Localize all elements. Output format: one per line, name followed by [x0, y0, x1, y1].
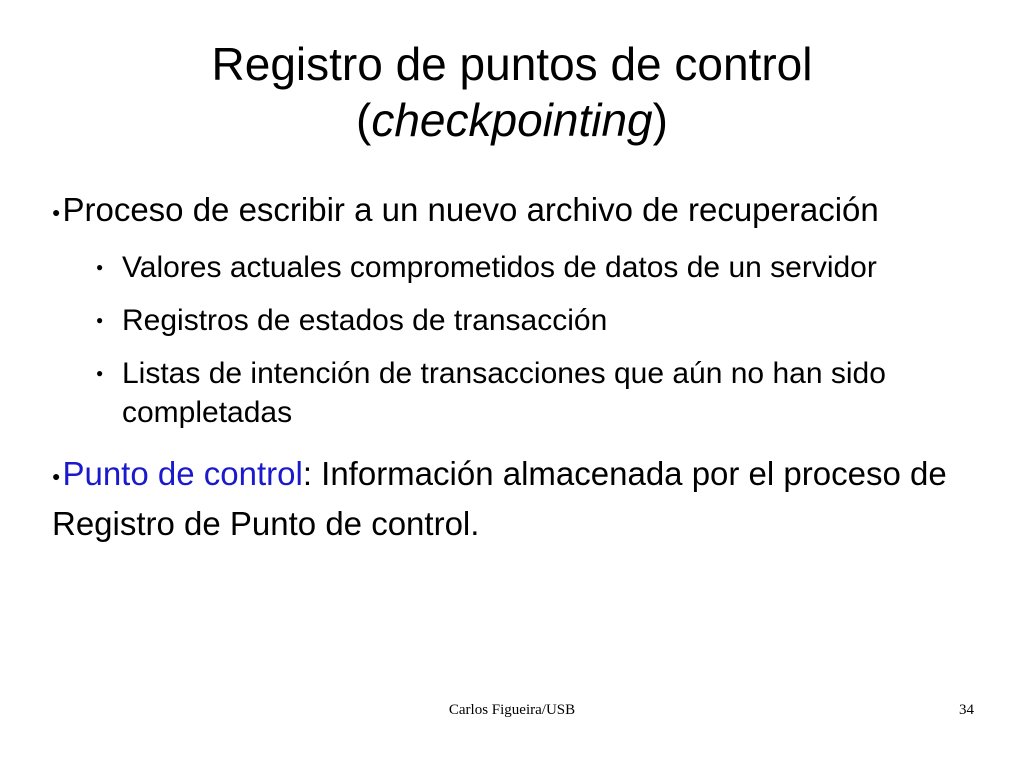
- sub-bullet-dot-icon: ●: [96, 312, 104, 327]
- sub-bullet-item-1: [52, 248, 982, 287]
- title-paren-open: (: [356, 94, 372, 146]
- highlighted-term: Punto de control: [62, 454, 303, 492]
- sub-bullet-item-3: [52, 354, 982, 432]
- title-line-2: [0, 92, 1024, 148]
- bullet-dot-icon: ●: [52, 467, 61, 484]
- title-italic-term: checkpointing: [371, 94, 653, 146]
- bullet-item-2-text: : Información almacenada por el proceso de Registro de Punto de control.: [52, 454, 947, 542]
- sub-bullet-item-3-text: Listas de intención de transacciones que aún no han sido completadas: [122, 356, 886, 429]
- bullet-dot-icon: ●: [52, 203, 61, 220]
- sub-bullet-dot-icon: ●: [96, 365, 104, 380]
- slide-title: [0, 36, 1024, 148]
- bullet-item-1-text: Proceso de escribir a un nuevo archivo de recuperación: [62, 191, 879, 228]
- sub-bullet-item-1-text: Valores actuales comprometidos de datos de un servidor: [122, 250, 877, 284]
- sub-bullet-item-2-text: Registros de estados de transacción: [122, 303, 608, 337]
- bullet-item-1: [52, 186, 982, 236]
- bullet-item-2: [52, 450, 982, 547]
- page-number: 34: [959, 702, 974, 718]
- footer-author: Carlos Figueira/USB: [448, 702, 576, 718]
- sub-bullet-dot-icon: ●: [96, 259, 104, 274]
- sub-bullet-item-2: [52, 301, 982, 340]
- title-line-1: Registro de puntos de control: [211, 38, 813, 90]
- title-paren-close: ): [652, 94, 668, 146]
- bullet-list: [52, 186, 982, 547]
